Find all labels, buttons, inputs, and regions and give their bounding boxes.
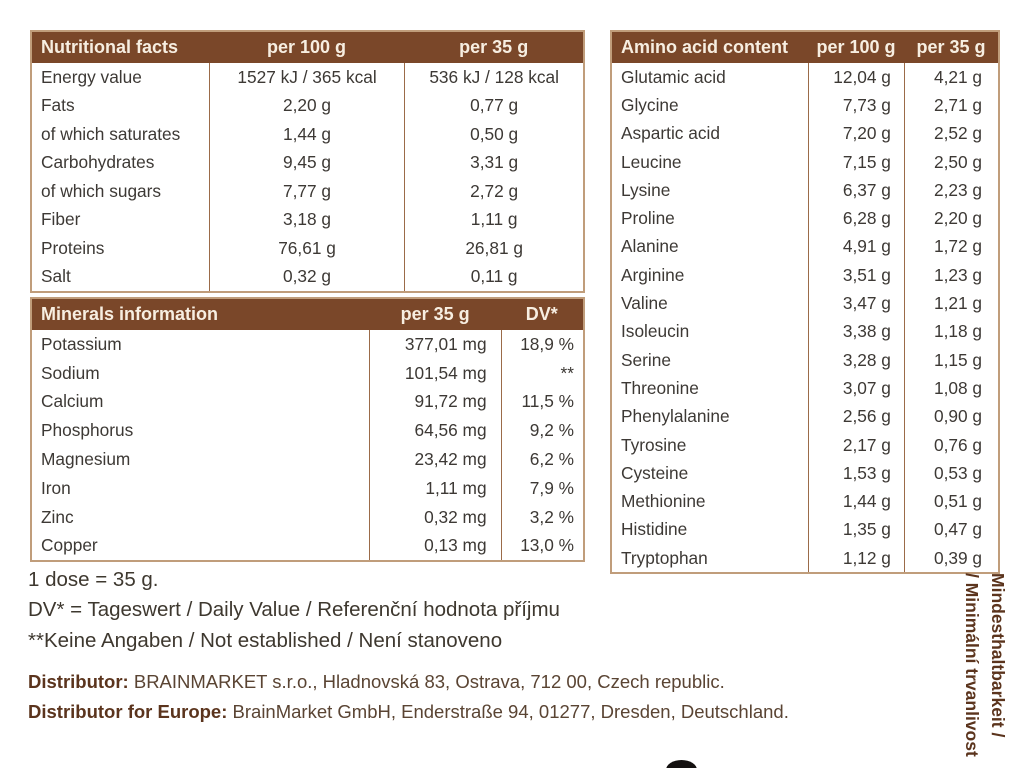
table-cell: 91,72 mg <box>369 388 500 417</box>
table-row <box>32 177 583 206</box>
distributor-europe-label: Distributor for Europe: <box>28 701 228 722</box>
table-cell: 1,23 g <box>904 261 998 289</box>
table-cell: 1,72 g <box>904 233 998 261</box>
amino-header <box>612 32 998 63</box>
table-cell: Magnesium <box>41 449 131 470</box>
table-cell: 12,04 g <box>808 63 904 91</box>
table-cell: 26,81 g <box>404 234 583 263</box>
nutritional-facts-table <box>30 30 585 293</box>
nutrition-col-per-100g: per 100 g <box>267 37 347 57</box>
table-row <box>32 263 583 292</box>
table-cell: 4,21 g <box>904 63 998 91</box>
table-row <box>32 532 583 561</box>
table-cell: 3,51 g <box>808 261 904 289</box>
table-cell: Threonine <box>621 377 699 398</box>
table-cell: Tyrosine <box>621 434 687 455</box>
table-cell: Potassium <box>41 333 122 354</box>
amino-acid-table <box>610 30 1000 574</box>
nutritional-facts-header <box>32 32 583 63</box>
table-cell: 0,77 g <box>404 92 583 121</box>
table-cell: Glutamic acid <box>621 66 726 87</box>
table-cell: 3,2 % <box>501 503 583 532</box>
distributor-label: Distributor: <box>28 671 129 692</box>
table-cell: Fiber <box>41 209 81 230</box>
nutrition-col-per-35g: per 35 g <box>459 37 529 57</box>
minerals-body <box>32 330 583 560</box>
table-cell: 0,47 g <box>904 516 998 544</box>
table-cell: 0,39 g <box>904 544 998 572</box>
table-cell: Methionine <box>621 491 706 512</box>
table-cell: Calcium <box>41 391 104 412</box>
table-row <box>32 503 583 532</box>
table-cell: 0,11 g <box>404 263 583 292</box>
minerals-title: Minerals information <box>41 304 219 324</box>
table-cell: 1,44 g <box>209 120 405 149</box>
table-cell: 11,5 % <box>501 388 583 417</box>
table-cell: 3,07 g <box>808 374 904 402</box>
table-cell: 7,73 g <box>808 91 904 119</box>
minerals-col-per-35g: per 35 g <box>400 304 470 324</box>
table-cell: Fats <box>41 95 75 116</box>
amino-title: Amino acid content <box>621 37 789 57</box>
table-cell: 7,9 % <box>501 474 583 503</box>
minerals-header <box>32 299 583 330</box>
table-cell: 1527 kJ / 365 kcal <box>209 63 405 92</box>
table-row <box>32 474 583 503</box>
table-row <box>32 149 583 178</box>
table-cell: Lysine <box>621 179 671 200</box>
table-row <box>612 459 998 487</box>
table-cell: Copper <box>41 535 98 556</box>
table-cell: 9,2 % <box>501 416 583 445</box>
table-cell: 0,90 g <box>904 403 998 431</box>
table-cell: Salt <box>41 266 71 287</box>
table-row <box>612 261 998 289</box>
table-cell: Phenylalanine <box>621 406 730 427</box>
minerals-col-dv: DV* <box>525 304 558 324</box>
amino-body <box>612 63 998 572</box>
table-cell: 4,91 g <box>808 233 904 261</box>
table-cell: 0,51 g <box>904 487 998 515</box>
table-cell: 76,61 g <box>209 234 405 263</box>
distributor-line <box>28 671 725 693</box>
table-cell: 2,50 g <box>904 148 998 176</box>
table-row <box>612 374 998 402</box>
best-before-line-cz: / Minimální trvanlivost <box>962 573 982 757</box>
table-row <box>32 234 583 263</box>
table-cell: Tryptophan <box>621 547 708 568</box>
table-cell: 1,08 g <box>904 374 998 402</box>
amino-col-per-35g: per 35 g <box>916 37 986 57</box>
best-before-vertical-text <box>959 573 1011 768</box>
table-cell: 0,32 g <box>209 263 405 292</box>
best-before-line-de: Mindesthaltbarkeit / <box>988 573 1008 738</box>
table-cell: Valine <box>621 293 668 314</box>
table-cell: 101,54 mg <box>369 359 500 388</box>
table-cell: Alanine <box>621 236 679 257</box>
cropped-graphic-fragment <box>666 760 697 768</box>
dose-note: 1 dose = 35 g. <box>28 568 159 591</box>
table-row <box>612 516 998 544</box>
table-cell: Proteins <box>41 237 105 258</box>
table-cell: 13,0 % <box>501 532 583 561</box>
table-row <box>32 63 583 92</box>
table-cell: Glycine <box>621 94 679 115</box>
table-cell: 1,11 mg <box>369 474 500 503</box>
table-cell: 23,42 mg <box>369 445 500 474</box>
table-cell: 64,56 mg <box>369 416 500 445</box>
table-cell: Iron <box>41 477 71 498</box>
table-row <box>32 120 583 149</box>
table-cell: 0,53 g <box>904 459 998 487</box>
amino-col-per-100g: per 100 g <box>816 37 896 57</box>
table-cell: 6,2 % <box>501 445 583 474</box>
table-cell: 0,50 g <box>404 120 583 149</box>
distributor-europe-value: BrainMarket GmbH, Enderstraße 94, 01277, Dresden, Deutschland. <box>227 701 789 722</box>
table-row <box>612 91 998 119</box>
table-cell: 1,21 g <box>904 289 998 317</box>
table-cell: Proline <box>621 208 675 229</box>
table-cell: 6,28 g <box>808 204 904 232</box>
table-cell: 1,12 g <box>808 544 904 572</box>
table-cell: 1,18 g <box>904 318 998 346</box>
distributor-value: BRAINMARKET s.r.o., Hladnovská 83, Ostrava, 712 00, Czech republic. <box>128 671 725 692</box>
table-cell: 1,44 g <box>808 487 904 515</box>
table-cell: 9,45 g <box>209 149 405 178</box>
nutritional-facts-title: Nutritional facts <box>41 37 179 57</box>
table-row <box>32 416 583 445</box>
table-row <box>32 445 583 474</box>
table-cell: 377,01 mg <box>369 330 500 359</box>
table-row <box>612 120 998 148</box>
table-row <box>32 388 583 417</box>
table-cell: 0,32 mg <box>369 503 500 532</box>
table-cell: 0,76 g <box>904 431 998 459</box>
table-row <box>32 92 583 121</box>
table-cell: Zinc <box>41 506 74 527</box>
table-cell: Leucine <box>621 151 682 172</box>
table-row <box>612 403 998 431</box>
table-cell: 7,20 g <box>808 120 904 148</box>
table-cell: 3,28 g <box>808 346 904 374</box>
table-cell: 2,23 g <box>904 176 998 204</box>
table-row <box>612 544 998 572</box>
table-cell: 2,20 g <box>209 92 405 121</box>
table-cell: 536 kJ / 128 kcal <box>404 63 583 92</box>
table-row <box>32 330 583 359</box>
table-row <box>612 487 998 515</box>
table-row <box>612 204 998 232</box>
table-cell: 2,17 g <box>808 431 904 459</box>
table-cell: 6,37 g <box>808 176 904 204</box>
distributor-europe-line <box>28 701 789 723</box>
table-cell: 3,18 g <box>209 206 405 235</box>
table-row <box>612 318 998 346</box>
table-cell: Aspartic acid <box>621 123 720 144</box>
table-cell: 2,20 g <box>904 204 998 232</box>
table-cell: 2,56 g <box>808 403 904 431</box>
table-row <box>32 206 583 235</box>
table-row <box>612 63 998 91</box>
table-cell: 3,47 g <box>808 289 904 317</box>
minerals-table <box>30 297 585 562</box>
table-cell: Serine <box>621 349 671 370</box>
table-cell: 18,9 % <box>501 330 583 359</box>
table-cell: of which saturates <box>41 123 181 144</box>
table-cell: Carbohydrates <box>41 152 155 173</box>
daily-value-note: DV* = Tageswert / Daily Value / Referenční hodnota příjmu <box>28 598 560 621</box>
table-row <box>612 176 998 204</box>
table-cell: 1,11 g <box>404 206 583 235</box>
table-cell: Cysteine <box>621 462 689 483</box>
table-cell: 2,72 g <box>404 177 583 206</box>
table-cell: 0,13 mg <box>369 532 500 561</box>
table-cell: 7,77 g <box>209 177 405 206</box>
table-cell: Histidine <box>621 519 688 540</box>
table-cell: Sodium <box>41 362 100 383</box>
table-row <box>32 359 583 388</box>
table-cell: Energy value <box>41 66 142 87</box>
table-row <box>612 148 998 176</box>
table-cell: 1,15 g <box>904 346 998 374</box>
table-cell: Arginine <box>621 264 685 285</box>
table-row <box>612 233 998 261</box>
table-cell: 7,15 g <box>808 148 904 176</box>
table-row <box>612 346 998 374</box>
table-cell: ** <box>501 359 583 388</box>
table-cell: 1,53 g <box>808 459 904 487</box>
table-cell: of which sugars <box>41 180 162 201</box>
table-cell: 3,38 g <box>808 318 904 346</box>
table-cell: 1,35 g <box>808 516 904 544</box>
table-cell: 3,31 g <box>404 149 583 178</box>
table-cell: Phosphorus <box>41 420 134 441</box>
nutritional-facts-body <box>32 63 583 291</box>
table-cell: Isoleucin <box>621 321 690 342</box>
table-row <box>612 289 998 317</box>
table-cell: 2,71 g <box>904 91 998 119</box>
table-row <box>612 431 998 459</box>
not-established-note: **Keine Angaben / Not established / Není stanoveno <box>28 629 503 652</box>
table-cell: 2,52 g <box>904 120 998 148</box>
